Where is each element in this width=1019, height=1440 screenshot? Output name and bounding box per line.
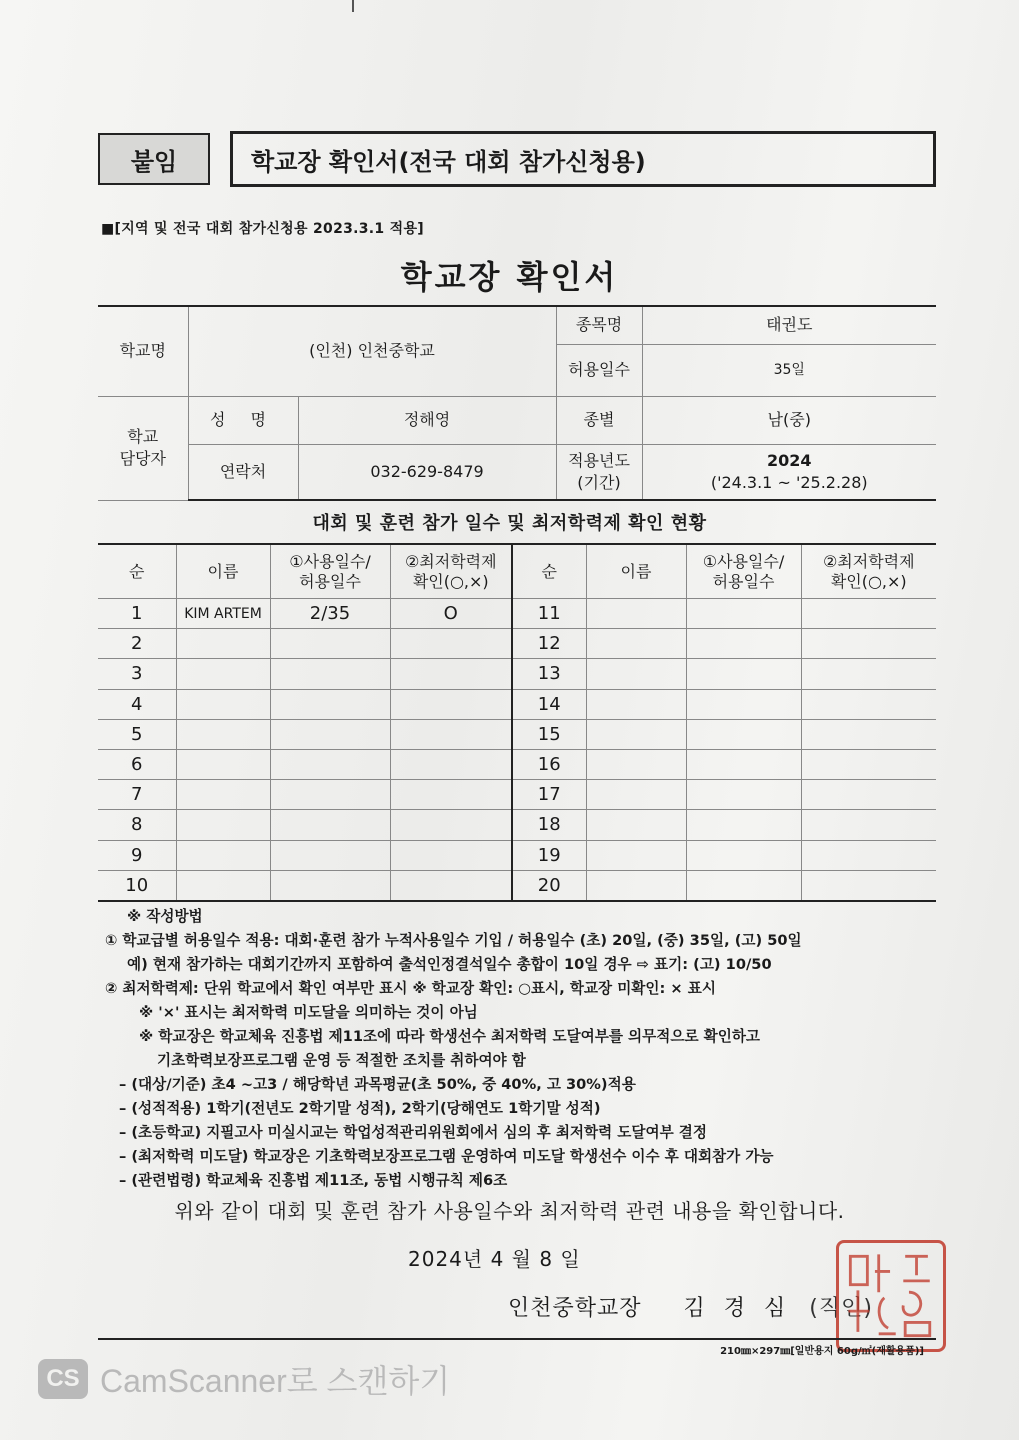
used-days [686,840,801,870]
table-row [98,629,936,659]
academic-check [801,659,936,689]
academic-check [390,629,512,659]
student-name [176,870,270,901]
used-days [270,840,390,870]
instruction-line: 기초학력보장프로그램 운영 등 적절한 조치를 취하여야 함 [157,1052,526,1069]
academic-check [390,870,512,901]
row-number: 2 [98,629,176,659]
used-days [270,780,390,810]
table-row [98,599,936,629]
attachment-badge: 붙임 [98,133,210,185]
student-name [586,840,686,870]
table-row [98,749,936,779]
academic-check [801,719,936,749]
row-number: 7 [98,780,176,810]
used-days [270,719,390,749]
header-name: 이름 [586,544,686,599]
application-note: ■[지역 및 전국 대회 참가신청용 2023.3.1 적용] [101,221,424,237]
student-name [586,719,686,749]
instruction-line: – (관련법령) 학교체육 진흥법 제11조, 동법 시행규칙 제6조 [119,1172,508,1189]
allowed-days-value: 35일 [642,344,936,396]
bottom-rule [98,1338,936,1340]
used-days [686,599,801,629]
instruction-line: – (최저학력 미도달) 학교장은 기초학력보장프로그램 운영하여 미도달 학생선수 이수 후 대회참가 가능 [119,1148,774,1165]
table-row [98,780,936,810]
row-number: 20 [512,870,586,901]
paper-spec-note: 210㎜×297㎜[일반용지 60g/㎡(재활용품)] [720,1346,924,1357]
academic-check [801,870,936,901]
used-days: 2/35 [270,599,390,629]
instruction-line: ※ '×' 표시는 최저학력 미도달을 의미하는 것이 아님 [139,1004,478,1021]
academic-check [801,599,936,629]
school-info-table [98,305,936,501]
confirmation-statement: 위와 같이 대회 및 훈련 참가 사용일수와 최저학력 관련 내용을 확인합니다. [174,1199,845,1223]
table-row [98,870,936,901]
official-seal-stamp [836,1240,946,1352]
document-heading: 학교장 확인서(전국 대회 참가신청용) [230,131,936,187]
instructions [105,905,935,1193]
category-label: 종별 [556,396,642,444]
used-days [686,810,801,840]
instruction-line: ※ 작성방법 [127,908,203,925]
page-title: 학교장 확인서 [400,258,619,296]
signer-title: 인천중학교장 [508,1296,642,1321]
academic-check [390,780,512,810]
year-value: 2024 [766,451,812,471]
header-num: 순 [98,544,176,599]
row-number: 15 [512,719,586,749]
header-days: ①사용일수/ 허용일수 [686,544,801,599]
row-number: 14 [512,689,586,719]
used-days [686,870,801,901]
row-number: 12 [512,629,586,659]
row-number: 3 [98,659,176,689]
used-days [686,749,801,779]
student-name [586,870,686,901]
row-number: 11 [512,599,586,629]
student-name [586,749,686,779]
header-check: ②최저학력제 확인(○,×) [390,544,512,599]
table-row [98,719,936,749]
event-label: 종목명 [556,306,642,344]
used-days [270,810,390,840]
category-value: 남(중) [642,396,936,444]
instruction-line: – (성적적용) 1학기(전년도 2학기말 성적), 2학기(당해연도 1학기말 성적) [119,1100,601,1117]
academic-check [801,689,936,719]
academic-check [390,719,512,749]
instruction-line: – (대상/기준) 초4 ~고3 / 해당학년 과목평균(초 50%, 중 40%, 고 30%)적용 [119,1076,636,1093]
school-name-label: 학교명 [98,306,188,396]
used-days [686,689,801,719]
row-number: 17 [512,780,586,810]
period-value: ('24.3.1 ~ '25.2.28) [710,472,868,492]
roster-table [98,543,936,902]
signer-name: 김 경 심 [683,1296,792,1321]
row-number: 5 [98,719,176,749]
academic-check [801,810,936,840]
row-number: 9 [98,840,176,870]
scanner-watermark [38,1356,450,1402]
manager-name-label: 성 명 [188,396,298,444]
used-days [270,689,390,719]
student-name [176,749,270,779]
student-name [176,780,270,810]
year-cell [642,444,936,500]
student-name [176,840,270,870]
row-number: 18 [512,810,586,840]
used-days [270,659,390,689]
table-row [98,840,936,870]
header-num: 순 [512,544,586,599]
edge-mark [352,0,354,12]
student-name [586,599,686,629]
used-days [270,870,390,901]
academic-check [390,840,512,870]
academic-check: O [390,599,512,629]
row-number: 6 [98,749,176,779]
used-days [686,629,801,659]
event-value: 태권도 [642,306,936,344]
school-name-value: (인천) 인천중학교 [188,306,556,396]
used-days [686,719,801,749]
student-name [176,629,270,659]
academic-check [390,659,512,689]
instruction-line: ② 최저학력제: 단위 학교에서 확인 여부만 표시 ※ 학교장 확인: ○표시, 학교장 미확인: × 표시 [105,980,716,997]
table-row [98,689,936,719]
seal-mark-label: (직인) [809,1296,873,1321]
contact-value: 032-629-8479 [298,444,556,500]
row-number: 16 [512,749,586,779]
header-days: ①사용일수/ 허용일수 [270,544,390,599]
used-days [270,629,390,659]
contact-label: 연락처 [188,444,298,500]
row-number: 19 [512,840,586,870]
issue-date: 2024년 4 월 8 일 [408,1247,581,1271]
row-number: 4 [98,689,176,719]
student-name: KIM ARTEM [176,599,270,629]
used-days [270,749,390,779]
instruction-line: – (초등학교) 지필고사 미실시교는 학업성적관리위원회에서 심의 후 최저학력 도달여부 결정 [119,1124,707,1141]
academic-check [801,840,936,870]
allowed-days-label: 허용일수 [556,344,642,396]
camscanner-logo: CS [38,1359,88,1399]
manager-name-value: 정해영 [298,396,556,444]
student-name [176,719,270,749]
student-name [586,780,686,810]
header-check: ②최저학력제 확인(○,×) [801,544,936,599]
academic-check [390,749,512,779]
row-number: 1 [98,599,176,629]
row-number: 13 [512,659,586,689]
section-title: 대회 및 훈련 참가 일수 및 최저학력제 확인 현황 [312,513,707,534]
academic-check [801,629,936,659]
signature-line [508,1291,873,1322]
row-number: 10 [98,870,176,901]
student-name [176,689,270,719]
academic-check [801,749,936,779]
instruction-line: 예) 현재 참가하는 대회기간까지 포함하여 출석인정결석일수 총합이 10일 경우 ⇨ 표기: (고) 10/50 [127,956,772,973]
instruction-line: ① 학교급별 허용일수 적용: 대회·훈련 참가 누적사용일수 기입 / 허용일수 (초) 20일, (중) 35일, (고) 50일 [105,932,802,949]
row-number: 8 [98,810,176,840]
academic-check [801,780,936,810]
header-name: 이름 [176,544,270,599]
student-name [586,689,686,719]
watermark-text: CamScanner로 스캔하기 [100,1363,451,1399]
student-name [586,810,686,840]
table-row [98,659,936,689]
used-days [686,780,801,810]
student-name [176,659,270,689]
academic-check [390,810,512,840]
table-row [98,810,936,840]
used-days [686,659,801,689]
student-name [586,659,686,689]
instruction-line: ※ 학교장은 학교체육 진흥법 제11조에 따라 학생선수 최저학력 도달여부를 의무적으로 확인하고 [139,1028,761,1045]
student-name [176,810,270,840]
manager-label: 학교 담당자 [98,396,188,500]
year-label: 적용년도 (기간) [556,444,642,500]
seal-graphic [839,1243,943,1349]
student-name [586,629,686,659]
academic-check [390,689,512,719]
